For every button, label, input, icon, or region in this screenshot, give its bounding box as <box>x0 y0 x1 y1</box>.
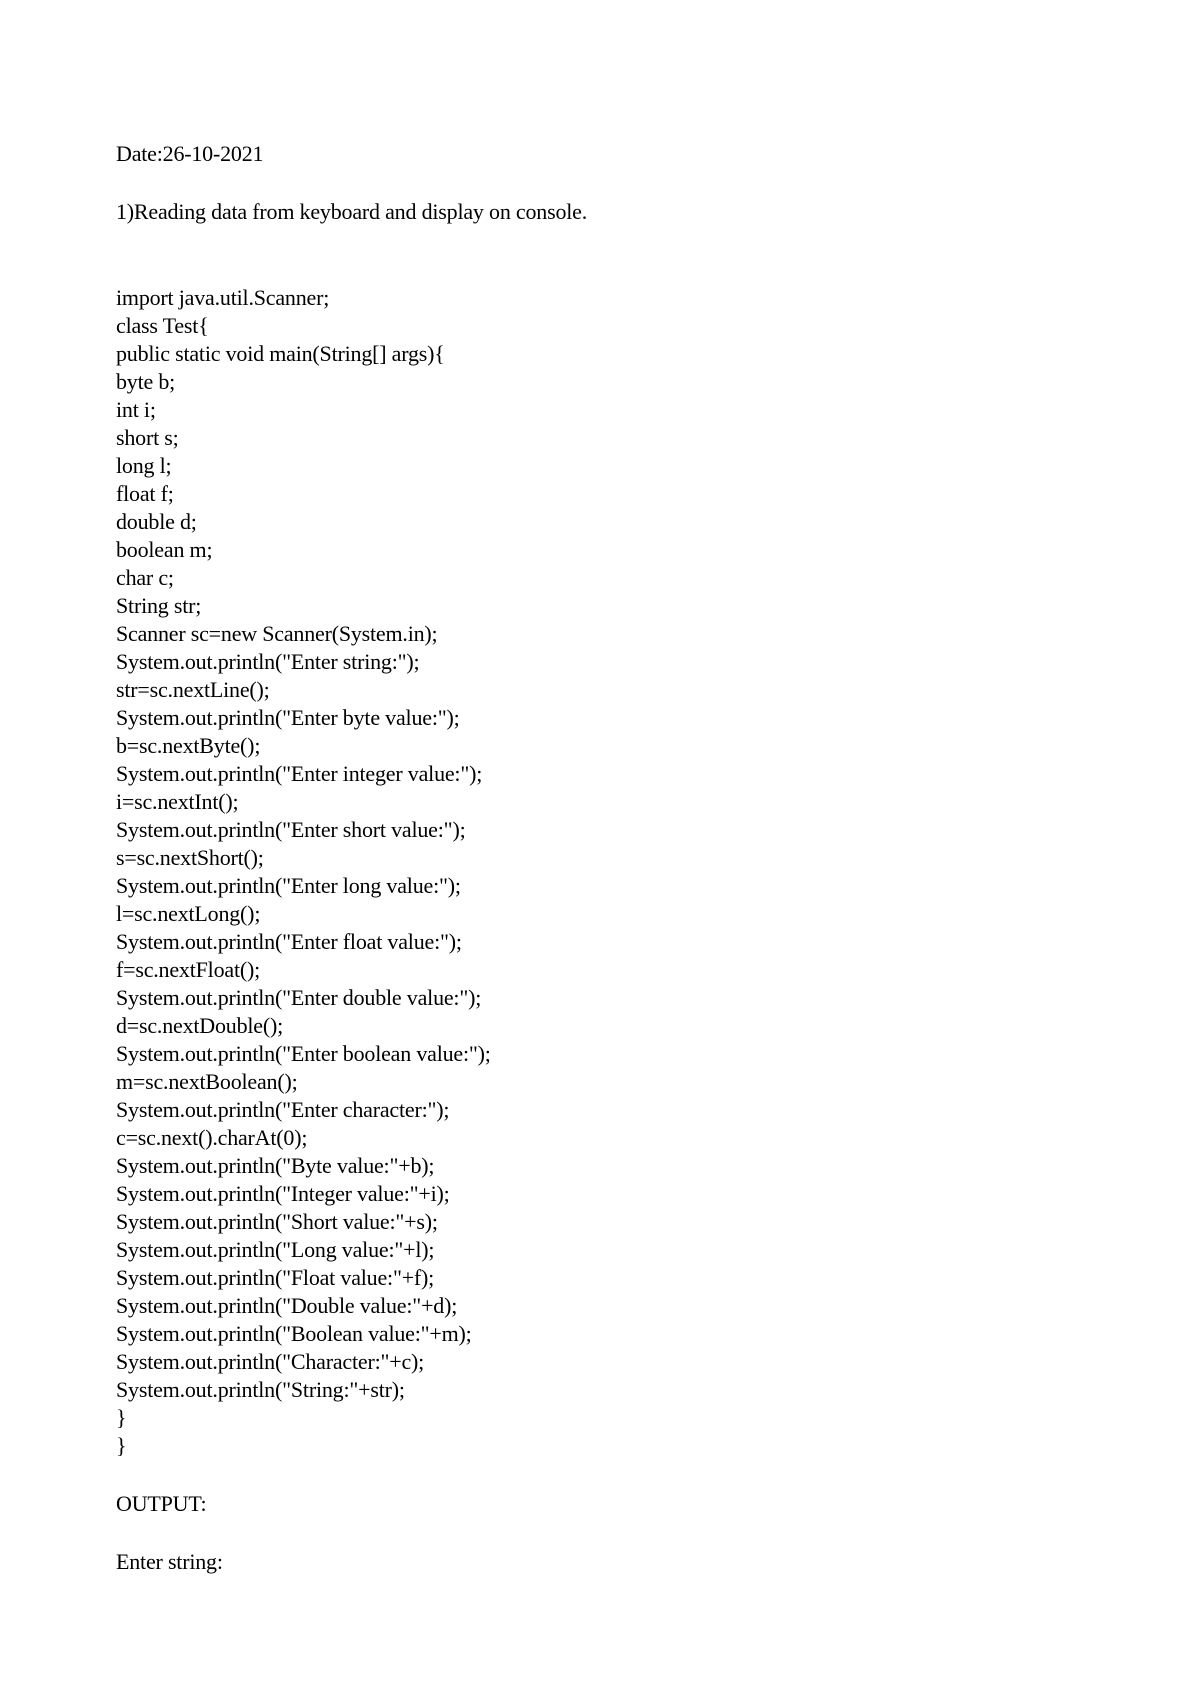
code-line: System.out.println("Enter float value:"); <box>116 929 462 954</box>
code-line: System.out.println("Enter character:"); <box>116 1097 450 1122</box>
code-line: import java.util.Scanner; <box>116 285 330 310</box>
output-line: Enter string: <box>116 1549 223 1574</box>
code-line: System.out.println("Enter short value:"); <box>116 817 466 842</box>
code-line: System.out.println("Enter string:"); <box>116 649 420 674</box>
code-line: short s; <box>116 425 179 450</box>
code-line: public static void main(String[] args){ <box>116 341 445 366</box>
code-line: System.out.println("Integer value:"+i); <box>116 1181 450 1206</box>
code-line: i=sc.nextInt(); <box>116 789 239 814</box>
code-line: float f; <box>116 481 174 506</box>
question-heading: 1)Reading data from keyboard and display on console. <box>116 199 588 224</box>
code-line: System.out.println("Double value:"+d); <box>116 1293 458 1318</box>
date-line: Date:26-10-2021 <box>116 141 264 166</box>
code-line: String str; <box>116 593 202 618</box>
code-line: s=sc.nextShort(); <box>116 845 264 870</box>
code-line: System.out.println("Short value:"+s); <box>116 1209 438 1234</box>
code-line: System.out.println("Boolean value:"+m); <box>116 1321 472 1346</box>
code-line: System.out.println("Enter long value:"); <box>116 873 461 898</box>
code-line: System.out.println("Byte value:"+b); <box>116 1153 435 1178</box>
code-line: System.out.println("Enter double value:"); <box>116 985 482 1010</box>
code-line: System.out.println("Long value:"+l); <box>116 1237 435 1262</box>
output-label: OUTPUT: <box>116 1491 207 1516</box>
document-content <box>116 140 1116 1576</box>
code-line: char c; <box>116 565 174 590</box>
code-line: System.out.println("Enter byte value:"); <box>116 705 460 730</box>
code-line: System.out.println("String:"+str); <box>116 1377 405 1402</box>
code-line: c=sc.next().charAt(0); <box>116 1125 308 1150</box>
code-line: d=sc.nextDouble(); <box>116 1013 284 1038</box>
output-block <box>116 1548 1116 1576</box>
code-line: boolean m; <box>116 537 213 562</box>
code-line: System.out.println("Character:"+c); <box>116 1349 425 1374</box>
code-line: class Test{ <box>116 313 209 338</box>
code-line: int i; <box>116 397 156 422</box>
code-line: double d; <box>116 509 197 534</box>
code-block <box>116 284 1116 1460</box>
code-line: l=sc.nextLong(); <box>116 901 261 926</box>
code-line: } <box>116 1405 127 1430</box>
code-line: str=sc.nextLine(); <box>116 677 270 702</box>
code-line: System.out.println("Float value:"+f); <box>116 1265 435 1290</box>
code-line: Scanner sc=new Scanner(System.in); <box>116 621 438 646</box>
code-line: System.out.println("Enter integer value:"); <box>116 761 483 786</box>
code-line: f=sc.nextFloat(); <box>116 957 261 982</box>
code-line: System.out.println("Enter boolean value:"); <box>116 1041 491 1066</box>
code-line: } <box>116 1433 127 1458</box>
code-line: byte b; <box>116 369 176 394</box>
code-line: b=sc.nextByte(); <box>116 733 261 758</box>
code-line: m=sc.nextBoolean(); <box>116 1069 298 1094</box>
code-line: long l; <box>116 453 172 478</box>
